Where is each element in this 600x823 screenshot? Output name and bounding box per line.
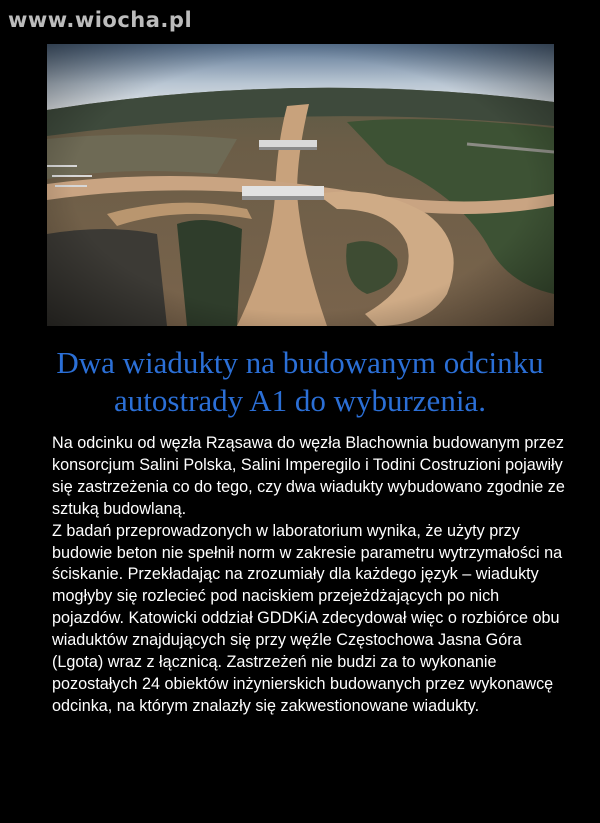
- headline-line-1: Dwa wiadukty na budowanym odcinku: [56, 345, 544, 380]
- aerial-photo-illustration: [47, 44, 554, 326]
- article-body: [52, 433, 572, 718]
- aerial-construction-photo: [47, 44, 554, 326]
- site-watermark: www.wiocha.pl: [8, 8, 193, 32]
- headline-line-2: autostrady A1 do wyburzenia.: [114, 383, 486, 418]
- article-paragraph-2: Z badań przeprowadzonych w laboratorium wynika, że użyty przy budowie beton nie spełnił norm w zakresie parametru wytrzymałości na ściskanie. Przekładając na zrozumiały dla każdego język – wiadukty mogłyby się rozlecieć pod naciskiem przejeżdżających po nich pojazdów. Katowicki oddział GDDKiA zdecydował więc o rozbiórce obu wiaduktów znajdujących się przy węźle Częstochowa Jasna Góra (Lgota) wraz z łącznicą. Zastrzeżeń nie budzi za to wykonanie pozostałych 24 obiektów inżynierskich budowanych przez wykonawcę odcinka, na którym znalazły się zakwestionowane wiadukty.: [52, 521, 563, 715]
- article-paragraph-1: Na odcinku od węzła Rząsawa do węzła Blachownia budowanym przez konsorcjum Salini Polska, Salini Imperegilo i Todini Costruzioni pojawiły się zastrzeżenia co do tego, czy dwa wiadukty wybudowano zgodnie ze sztuką budowlaną.: [52, 434, 565, 518]
- article-headline: [20, 344, 580, 420]
